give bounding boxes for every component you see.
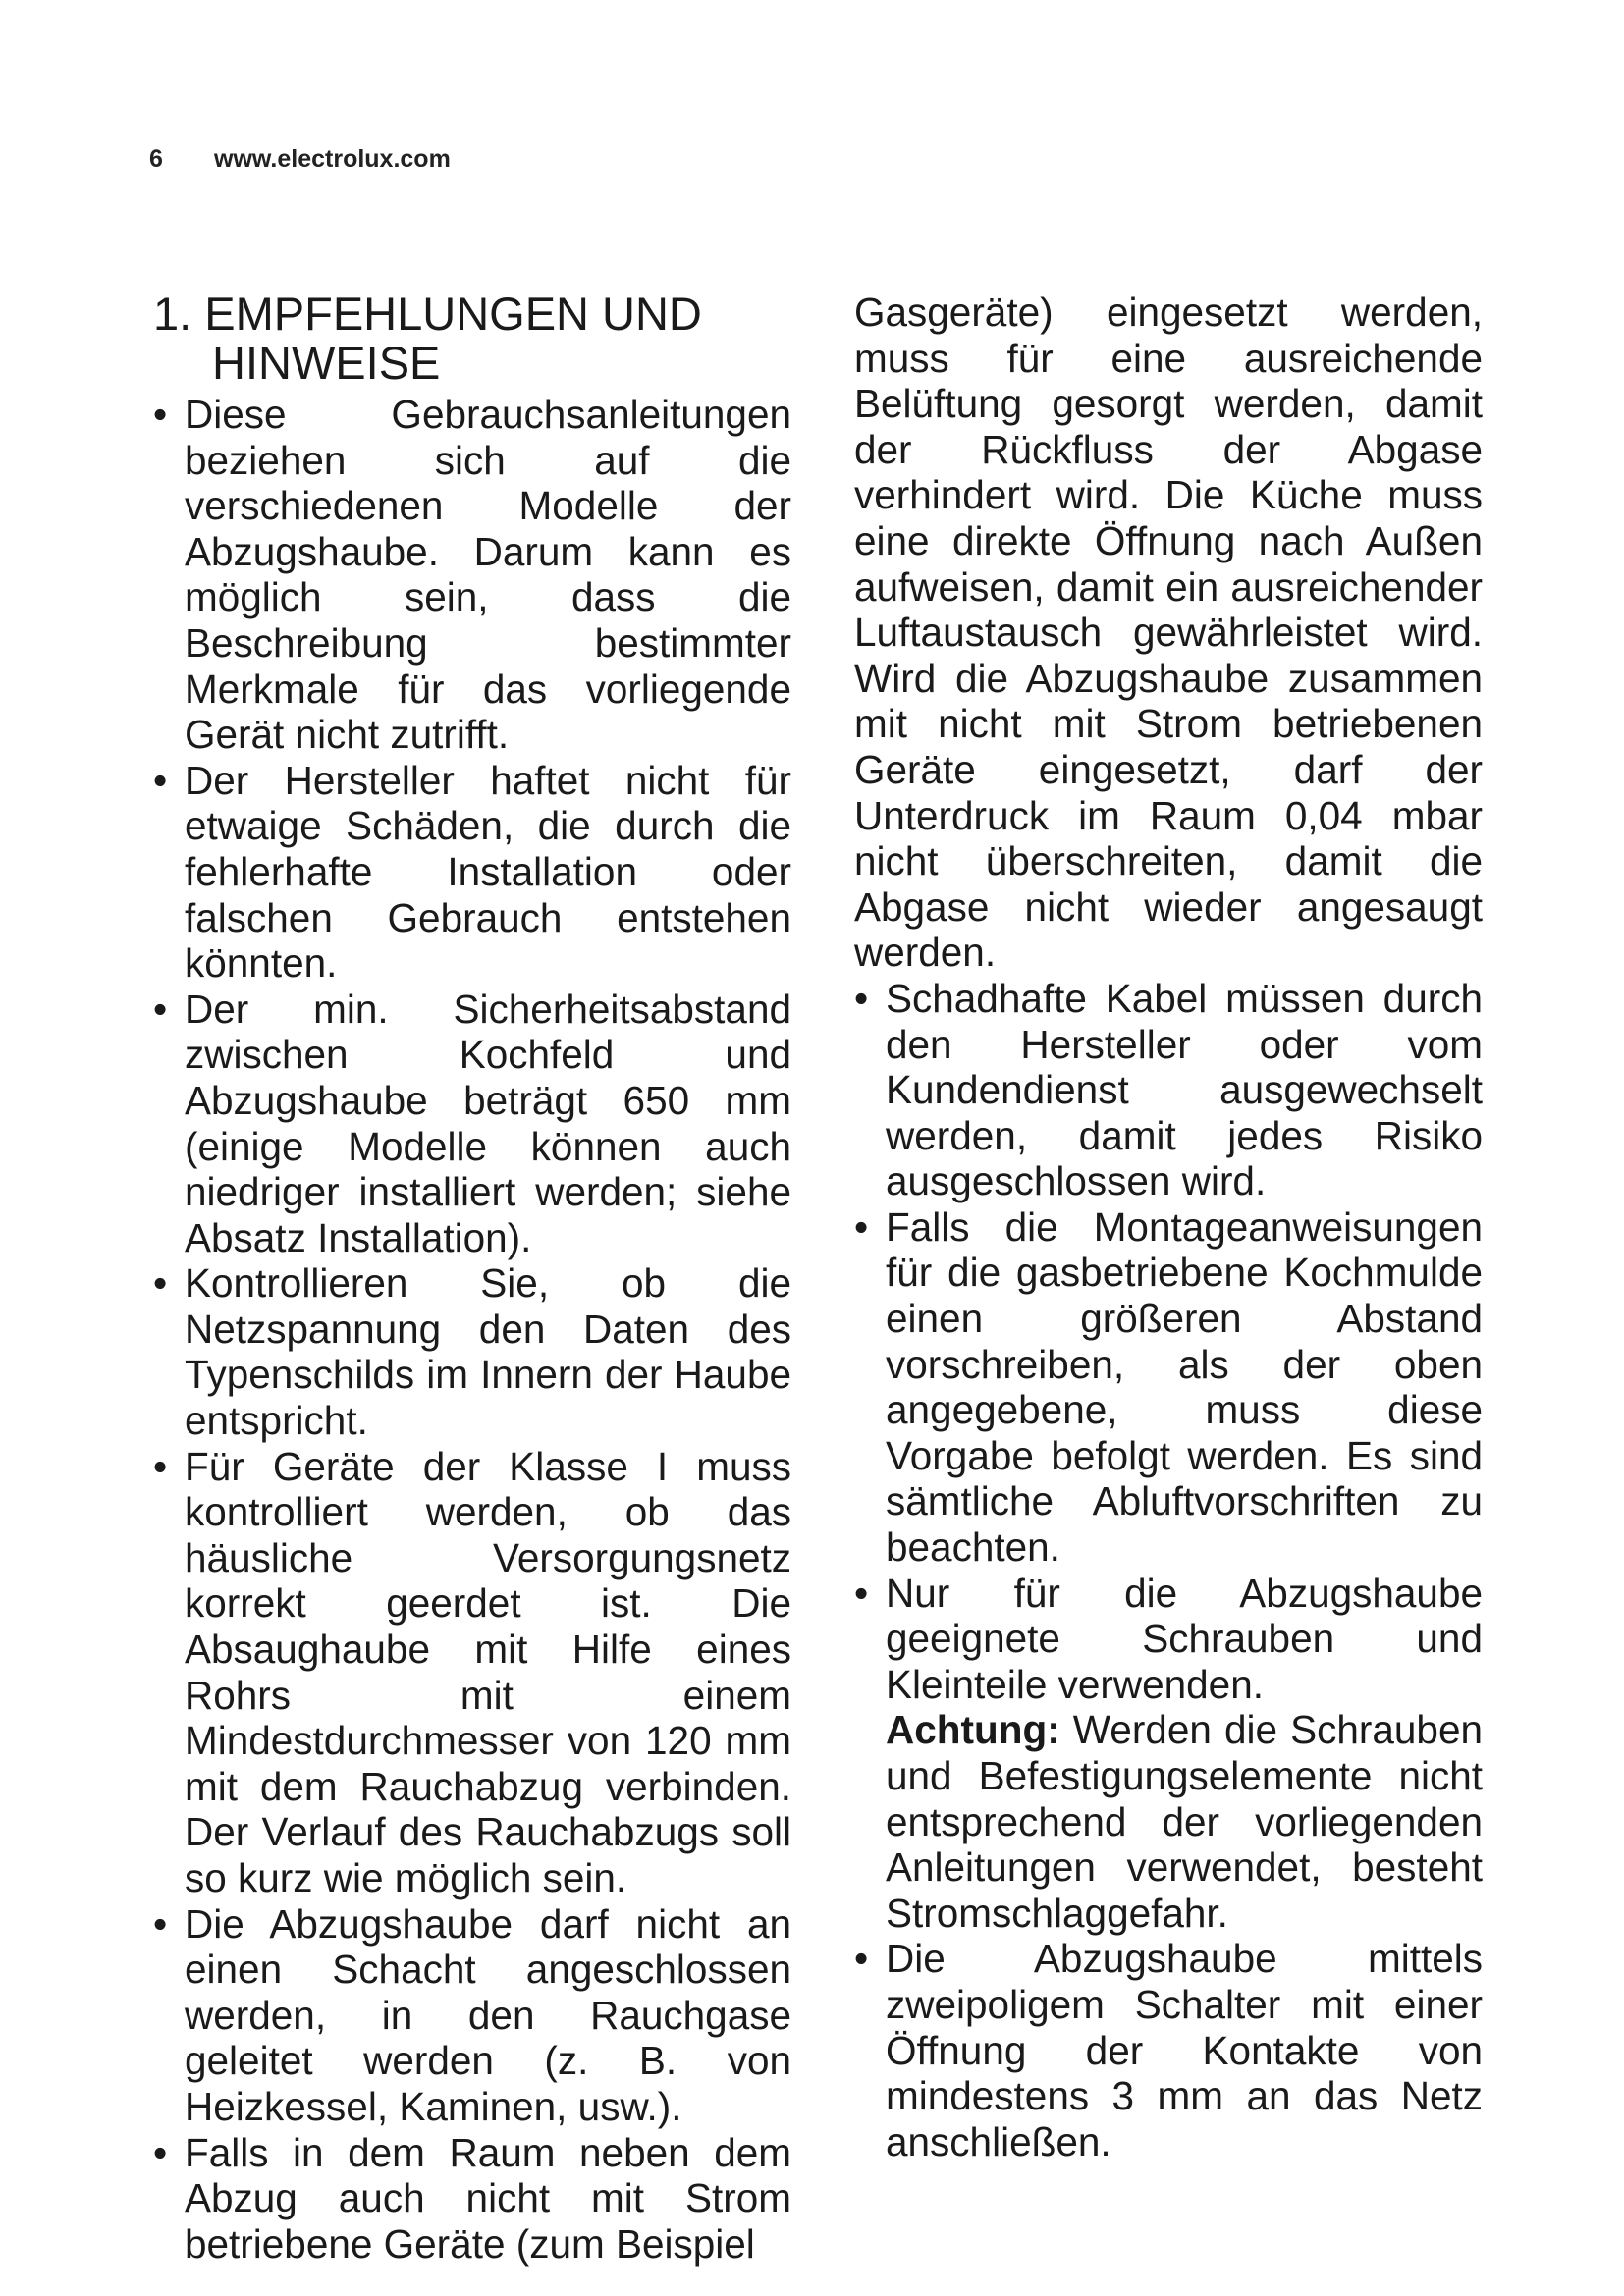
list-item: • Die Abzugshaube mittels zweipoligem Schalter mit einer Öffnung der Kontakte von mindestens 3 mm an das Netz anschließen.	[854, 1936, 1483, 2164]
list-item: • Diese Gebrauchsanleitungen beziehen sich auf die verschiedenen Modelle der Abzugshaube. Darum kann es möglich sein, dass die Beschreibung bestimmter Merkmale für das vorliegende Gerät nicht zutrifft.	[153, 392, 791, 758]
right-column	[854, 290, 1483, 2164]
website-url: www.electrolux.com	[214, 145, 451, 173]
list-item: • Der Hersteller haftet nicht für etwaige Schäden, die durch die fehlerhafte Installation oder falschen Gebrauch entstehen könnten.	[153, 758, 791, 987]
left-column	[153, 290, 791, 2267]
section-number: 1.	[153, 288, 192, 340]
section-title	[153, 290, 791, 388]
list-item: • Falls in dem Raum neben dem Abzug auch nicht mit Strom betriebene Geräte (zum Beispiel	[153, 2130, 791, 2268]
continued-paragraph: Gasgeräte) eingesetzt werden, muss für eine ausreichende Belüftung gesorgt werden, damit der Rückfluss der Abgase verhindert wird. Die Küche muss eine direkte Öffnung nach Außen aufweisen, damit ein ausreichender Luftaustausch gewährleistet wird. Wird die Abzugshaube zusammen mit nicht mit Strom betriebenen Geräte eingesetzt, darf der Unterdruck im Raum 0,04 mbar nicht überschreiten, damit die Abgase nicht wieder angesaugt werden.	[854, 290, 1483, 976]
list-item: • Kontrollieren Sie, ob die Netzspannung den Daten des Typenschilds im Innern der Haube entspricht.	[153, 1260, 791, 1443]
warning-text: Werden die Schrauben und Befestigungselemente nicht entsprechend der vorliegenden Anleitungen verwendet, besteht Stromschlaggefahr.	[886, 1707, 1483, 1936]
list-item: • Der min. Sicherheitsabstand zwischen Kochfeld und Abzugshaube beträgt 650 mm (einige Modelle können auch niedriger installiert werden; siehe Absatz Installation).	[153, 987, 791, 1261]
list-item: • Für Geräte der Klasse I muss kontrolliert werden, ob das häusliche Versorgungsnetz korrekt geerdet ist. Die Absaughaube mit Hilfe eines Rohrs mit einem Mindestdurchmesser von 120 mm mit dem Rauchabzug verbinden. Der Verlauf des Rauchabzugs soll so kurz wie möglich sein.	[153, 1444, 791, 1901]
section-title-text: EMPFEHLUNGEN UND HINWEISE	[204, 288, 702, 389]
page-header	[149, 145, 451, 174]
list-item: • Die Abzugshaube darf nicht an einen Schacht angeschlossen werden, in den Rauchgase geleitet werden (z. B. von Heizkessel, Kaminen, usw.).	[153, 1901, 791, 2130]
warning-label: Achtung:	[886, 1707, 1060, 1753]
list-item-text: Nur für die Abzugshaube geeignete Schrauben und Kleinteile verwenden.	[886, 1570, 1483, 1707]
page-number: 6	[149, 145, 163, 173]
recommendations-list-right	[854, 976, 1483, 2164]
recommendations-list-left	[153, 392, 791, 2267]
list-item: • Schadhafte Kabel müssen durch den Hersteller oder vom Kundendienst ausgewechselt werden, damit jedes Risiko ausgeschlossen wird.	[854, 976, 1483, 1204]
list-item: • Falls die Montageanweisungen für die gasbetriebene Kochmulde einen größeren Abstand vorschreiben, als der oben angegebene, muss diese Vorgabe befolgt werden. Es sind sämtliche Abluftvorschriften zu beachten.	[854, 1204, 1483, 1571]
list-item	[854, 1571, 1483, 1937]
warning-note	[886, 1707, 1483, 1936]
